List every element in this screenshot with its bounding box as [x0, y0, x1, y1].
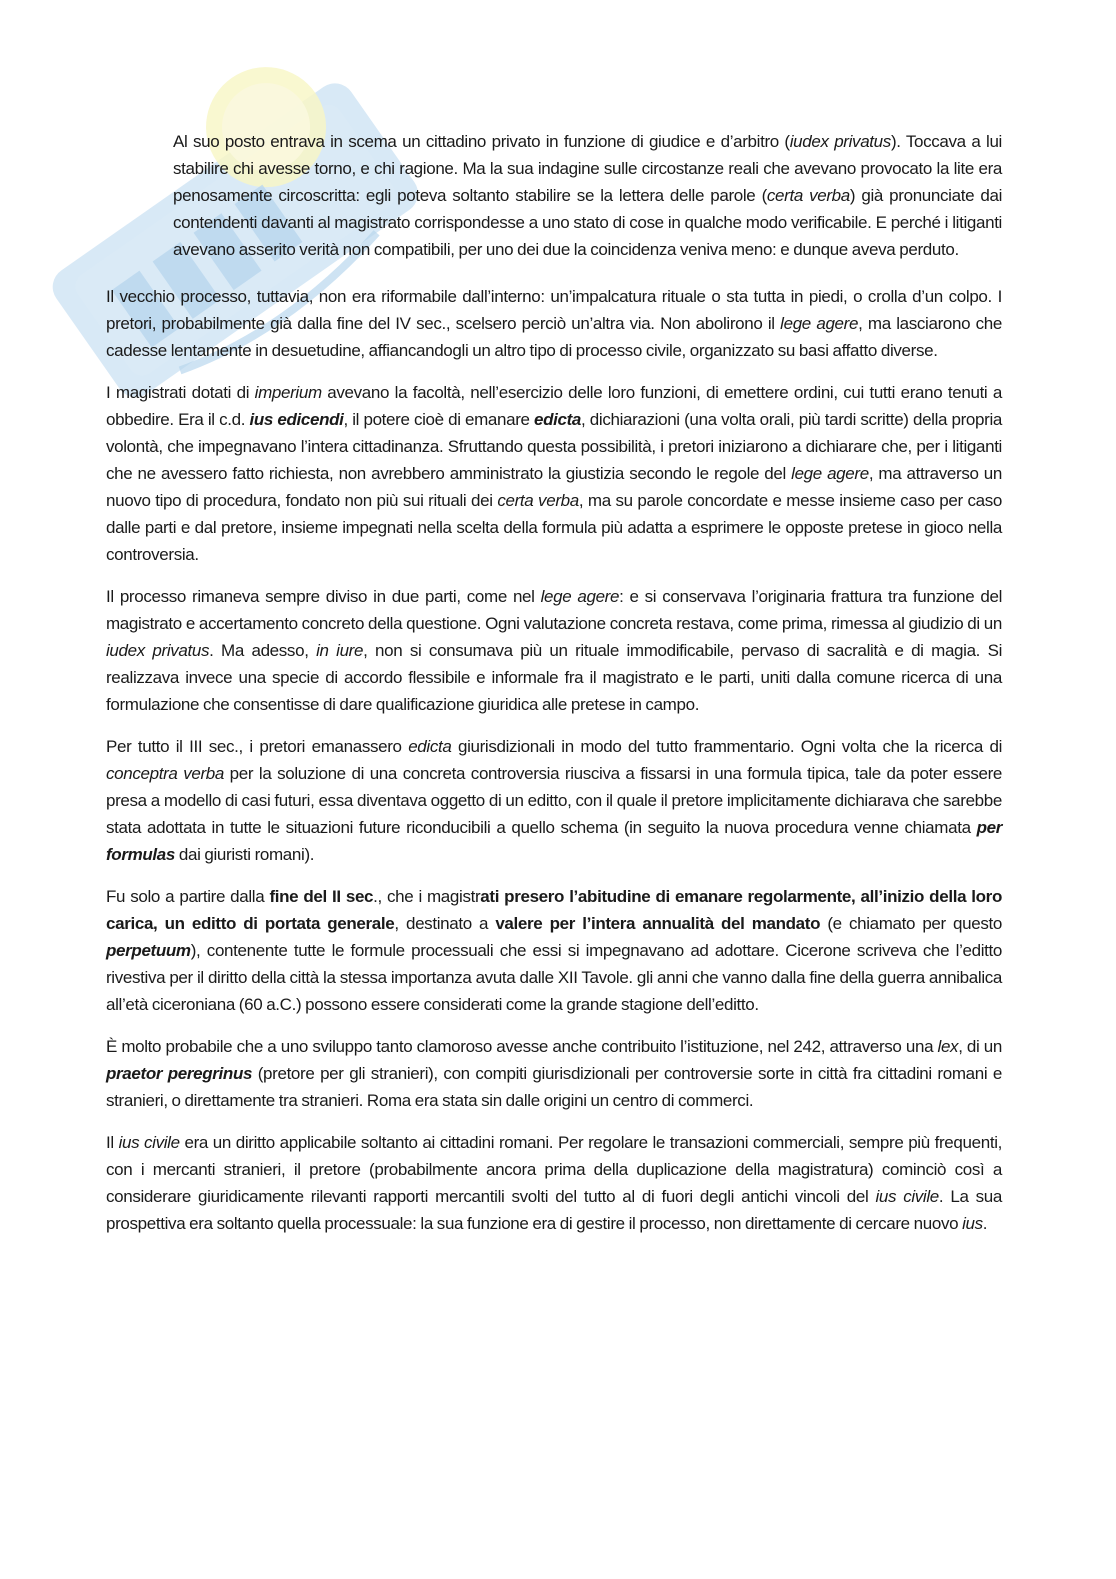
- text-run: Fu solo a partire dalla: [106, 887, 270, 906]
- text-run: , destinato a: [394, 914, 496, 933]
- emphasized-term: lex: [937, 1037, 959, 1056]
- text-run: , ma lasciarono che cadesse lentamente in desuetudine, affiancandogli un altro tipo di processo civile, organizzato su basi affatto diverse.: [106, 314, 1002, 360]
- document-body: [106, 128, 1002, 1252]
- emphasized-term: iudex privatus: [789, 132, 891, 151]
- text-run: Il vecchio processo, tuttavia, non era riformabile dall’interno: un’impalcatura rituale o sta tutta in piedi, o crolla d’un colpo. I pretori, probabilmente già dalla fine del IV sec., scelsero perciò un’altra via. Non abolirono il: [106, 287, 1002, 333]
- text-run: ), contenente tutte le formule processuali che essi si impegnavano ad adottare. Cicerone scriveva che l’editto rivestiva per il diritto della città la stessa importanza avuta dalle XII Tavole. gli anni che vanno dalla fine della guerra annibalica all’età ciceroniana (60 a.C.) possono essere considerati come la grande stagione dell’editto.: [106, 941, 1002, 1014]
- text-run: avevano la facoltà, nell’esercizio delle loro funzioni, di emettere ordini, cui tutti erano tenuti a obbedire. Era il c.d.: [106, 383, 1002, 429]
- text-run: era un diritto applicabile soltanto ai cittadini romani. Per regolare le transazioni commerciali, sempre più frequenti, con i mercanti stranieri, il pretore (probabilmente ancora prima della duplicazione della magistratura) cominciò così a considerare giuridicamente rilevanti rapporti mercantili svolti del tutto al di fuori degli antichi vincoli del: [106, 1133, 1002, 1206]
- paragraph-8: [106, 1129, 1002, 1237]
- paragraph-1: [106, 128, 1002, 263]
- text-run: , non si consumava più un rituale immodificabile, pervaso di sacralità e di magia. Si realizzava invece una specie di accordo flessibile e informale fra il magistrato e le parti, uniti dalla comune ricerca di una formulazione che consentisse di dare qualificazione giuridica alle pretese in campo.: [106, 641, 1002, 714]
- emphasized-term: per formulas: [106, 818, 1002, 864]
- text-run: . Ma adesso,: [209, 641, 317, 660]
- emphasized-term: certa verba: [766, 186, 850, 205]
- emphasized-term: ius: [962, 1214, 983, 1233]
- text-run: Al suo posto entrava in scema un cittadino privato in funzione di giudice e d’arbitro (: [173, 132, 790, 151]
- paragraph-3: [106, 379, 1002, 568]
- emphasized-term: lege agere: [540, 587, 620, 606]
- text-run: per la soluzione di una concreta controversia riusciva a fissarsi in una formula tipica, tale da poter essere presa a modello di casi futuri, essa diventava oggetto di un editto, con il quale il pretore implicitamente dichiarava che sarebbe stata adottata in tutte le situazioni future riconducibili a quello schema (in seguito la nuova procedura venne chiamata: [106, 764, 1003, 837]
- paragraph-5: [106, 733, 1002, 868]
- text-run: ). Toccava a lui stabilire chi avesse torno, e chi ragione. Ma la sua indagine sulle circostanze reali che avevano provocato la lite era penosamente circoscritta: egli poteva soltanto stabilire se la lettera delle parole (: [173, 132, 1002, 205]
- emphasized-term: ius edicendi: [249, 410, 344, 429]
- emphasized-term: valere per l’intera annualità del mandato: [495, 914, 821, 933]
- emphasized-term: certa verba: [497, 491, 579, 510]
- text-run: ., che i magistr: [373, 887, 481, 906]
- text-run: : e si conservava l’originaria frattura tra funzione del magistrato e accertamento concreto della questione. Ogni valutazione concreta restava, come prima, rimessa al giudizio di un: [106, 587, 1003, 633]
- emphasized-term: conceptra verba: [106, 764, 224, 783]
- text-run: ) già pronunciate dai contendenti davanti al magistrato corrispondesse a uno stato di cose in qualche modo verificabile. E perché i litiganti avevano asserito verità non compatibili, per uno dei due la coincidenza veniva meno: e dunque aveva perduto.: [173, 186, 1002, 259]
- emphasized-term: ati presero l’abitudine di emanare regolarmente, all’inizio della loro carica, un editto di portata generale: [106, 887, 1002, 933]
- text-run: Il: [106, 1133, 119, 1152]
- emphasized-term: praetor peregrinus: [106, 1064, 253, 1083]
- emphasized-term: lege agere: [780, 314, 859, 333]
- emphasized-term: edicta: [534, 410, 582, 429]
- text-run: giurisdizionali in modo del tutto frammentario. Ogni volta che la ricerca di: [451, 737, 1002, 756]
- text-run: (e chiamato per questo: [820, 914, 1002, 933]
- emphasized-term: lege agere: [791, 464, 869, 483]
- text-run: , dichiarazioni (una volta orali, più tardi scritte) della propria volontà, che impegnavano l’intera cittadinanza. Sfruttando questa possibilità, i pretori iniziarono a dichiarare che, per i litiganti che ne avessero fatto richiesta, non avrebbero amministrato la giustizia secondo le regole del: [106, 410, 1002, 483]
- text-run: , ma attraverso un nuovo tipo di procedura, fondato non più sui rituali dei: [106, 464, 1002, 510]
- text-run: I magistrati dotati di: [106, 383, 255, 402]
- paragraph-7: [106, 1033, 1002, 1114]
- text-run: Il processo rimaneva sempre diviso in due parti, come nel: [106, 587, 541, 606]
- text-run: , di un: [958, 1037, 1002, 1056]
- text-run: , ma su parole concordate e messe insieme caso per caso dalle parti e dal pretore, insieme impegnati nella scelta della formula più adatta a esprimere le opposte pretese in gioco nella controversia.: [106, 491, 1002, 564]
- emphasized-term: fine del II sec: [269, 887, 374, 906]
- text-run: , il potere cioè di emanare: [343, 410, 534, 429]
- text-run: dai giuristi romani).: [175, 845, 315, 864]
- emphasized-term: imperium: [254, 383, 322, 402]
- emphasized-term: edicta: [408, 737, 452, 756]
- emphasized-term: iudex privatus: [106, 641, 210, 660]
- emphasized-term: in iure: [316, 641, 364, 660]
- emphasized-term: perpetuum: [106, 941, 191, 960]
- text-run: Per tutto il III sec., i pretori emanassero: [106, 737, 409, 756]
- paragraph-6: [106, 883, 1002, 1018]
- text-run: .: [982, 1214, 988, 1233]
- paragraph-2: [106, 283, 1002, 364]
- text-run: . La sua prospettiva era soltanto quella processuale: la sua funzione era di gestire il processo, non direttamente di cercare nuovo: [106, 1187, 1002, 1233]
- emphasized-term: ius civile: [875, 1187, 939, 1206]
- paragraph-4: [106, 583, 1002, 718]
- text-run: È molto probabile che a uno sviluppo tanto clamoroso avesse anche contribuito l’istituzione, nel 242, attraverso una: [106, 1037, 938, 1056]
- text-run: (pretore per gli stranieri), con compiti giurisdizionali per controversie sorte in città fra cittadini romani e stranieri, o direttamente tra stranieri. Roma era stata sin dalle origini un centro di commerci.: [106, 1064, 1002, 1110]
- emphasized-term: ius civile: [118, 1133, 180, 1152]
